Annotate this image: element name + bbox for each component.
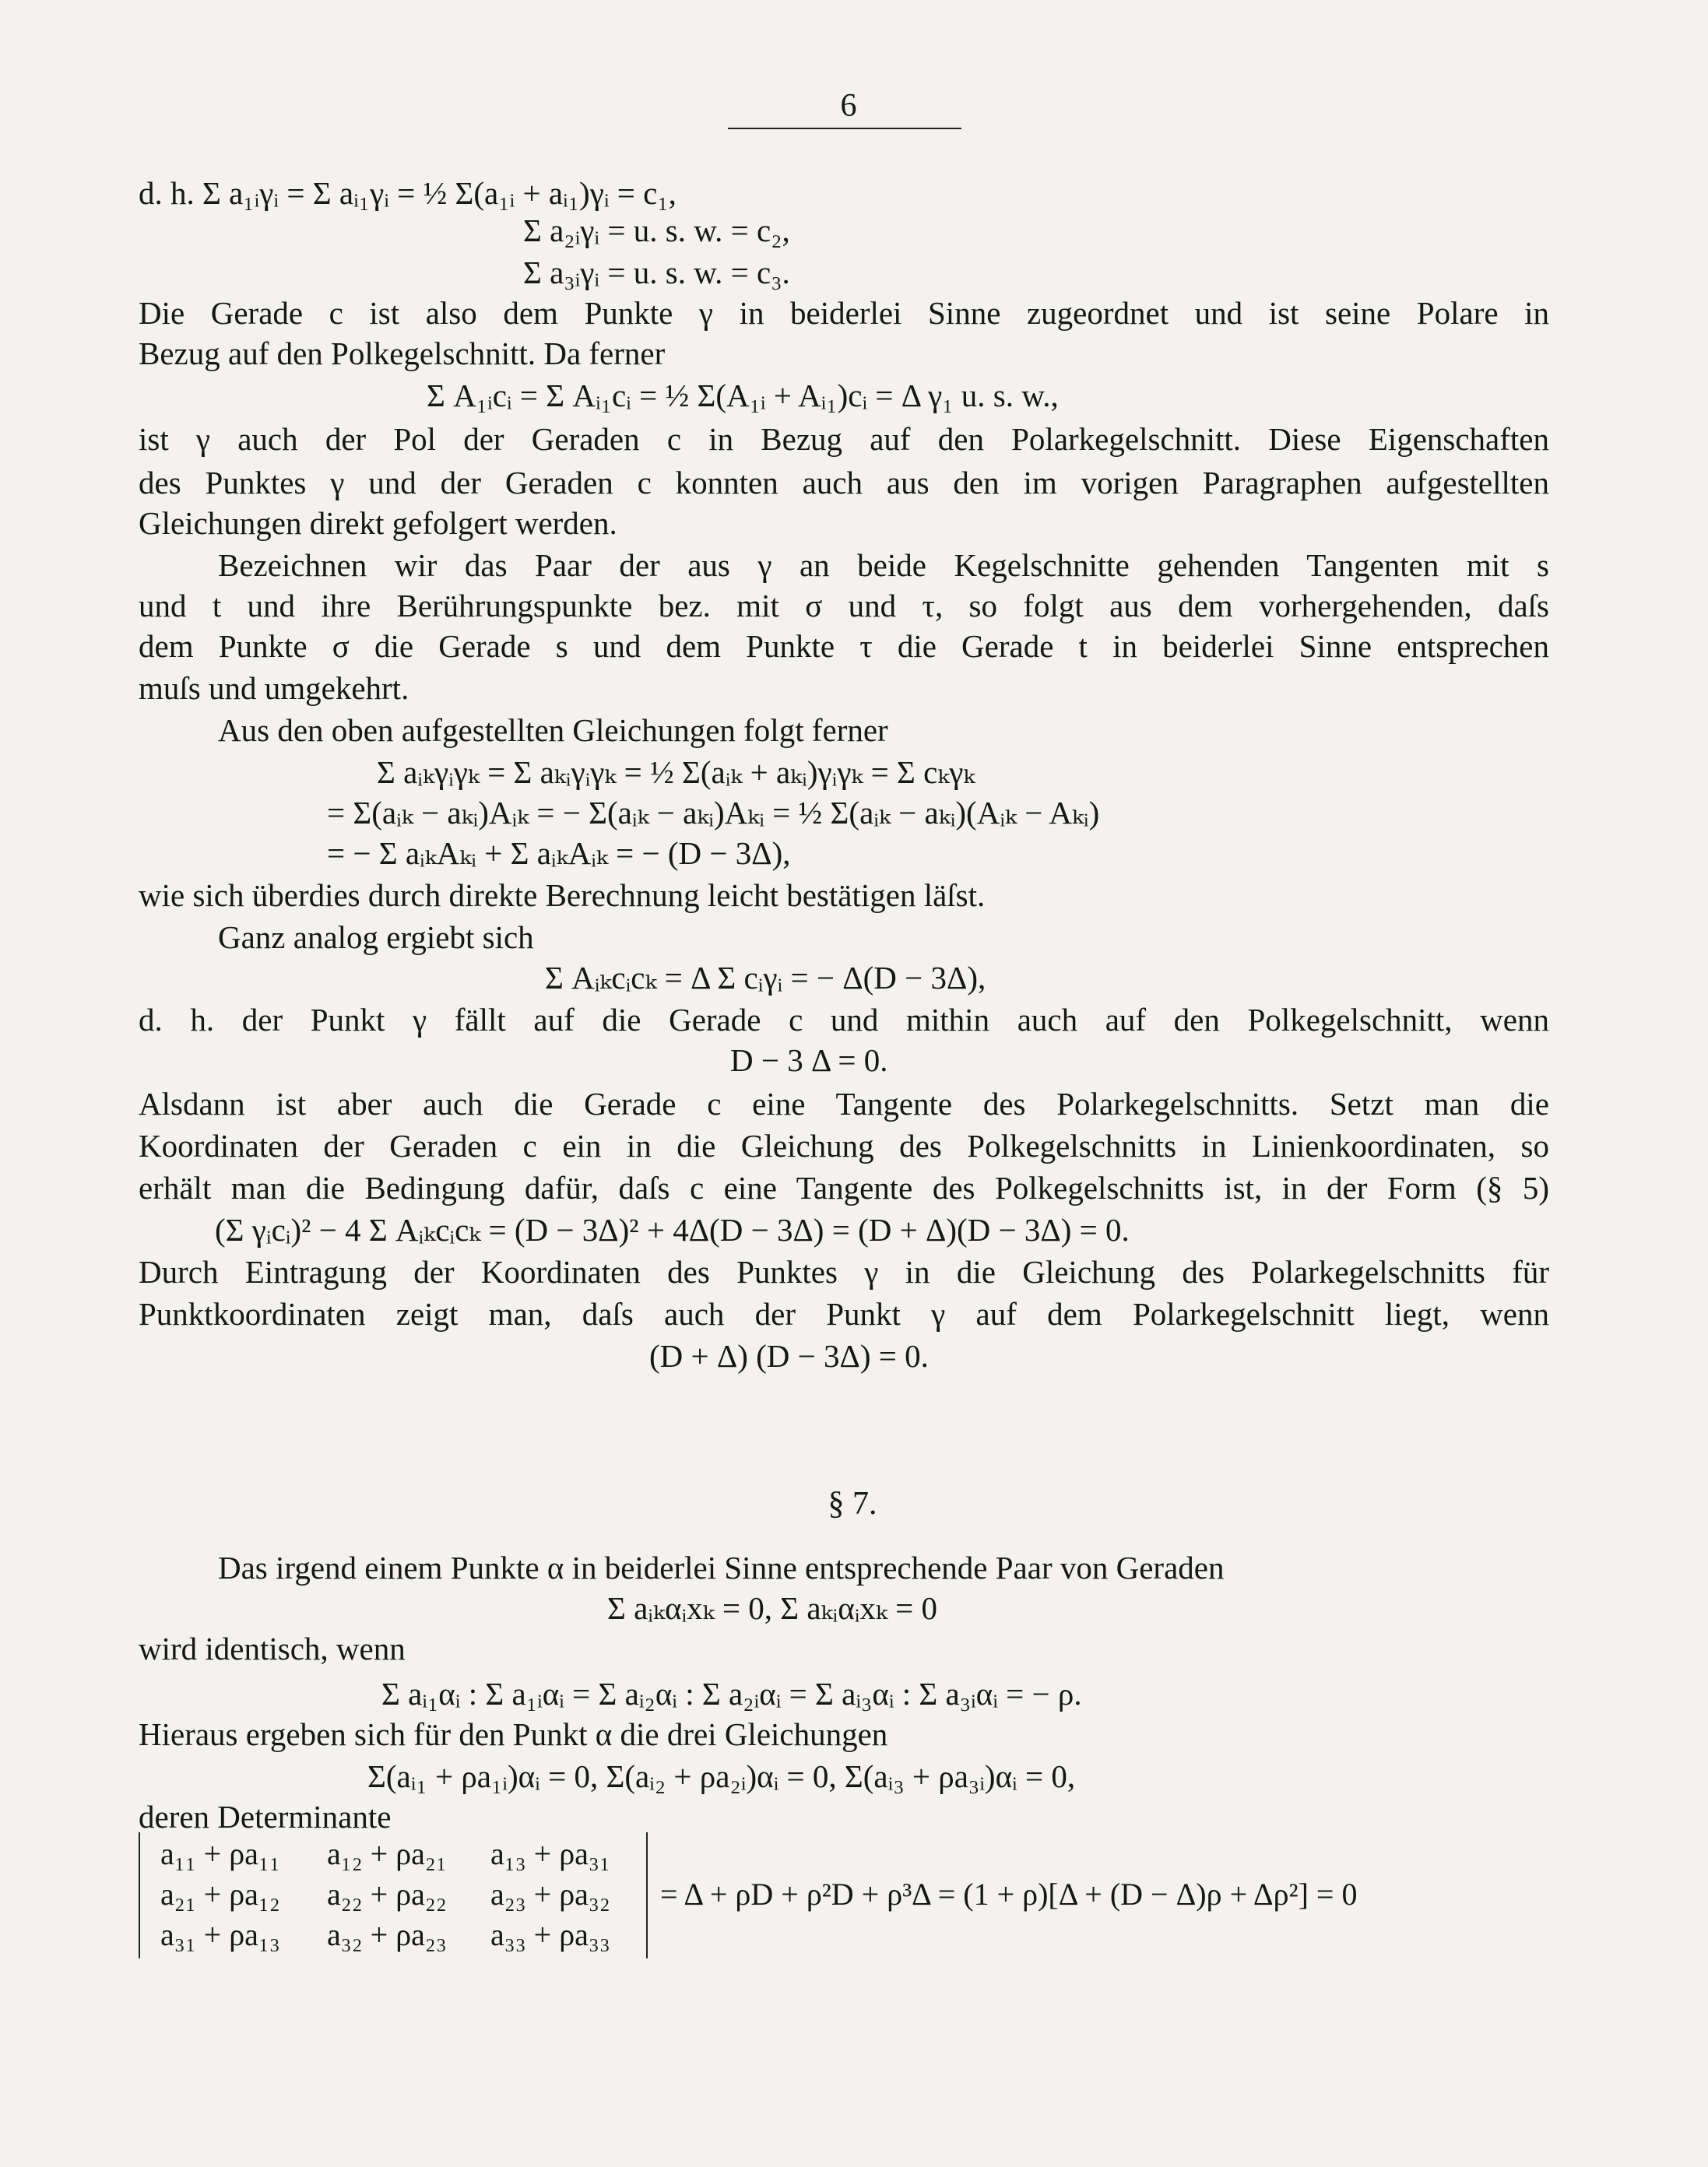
determinant-cell: a₂₁ + ρa₁₂ bbox=[160, 1877, 280, 1912]
determinant-expansion: = Δ + ρD + ρ²D + ρ³Δ = (1 + ρ)[Δ + (D − Δ)ρ + Δρ²] = 0 bbox=[660, 1877, 1358, 1912]
equation-line: Σ aᵢₖαᵢxₖ = 0, Σ aₖᵢαᵢxₖ = 0 bbox=[607, 1590, 937, 1626]
determinant-cell: a₁₃ + ρa₃₁ bbox=[490, 1836, 610, 1871]
text-line: Alsdann ist aber auch die Gerade c eine Tangente des Polarkegelschnitts. Setzt man die bbox=[139, 1086, 1549, 1122]
determinant-cell: a₃₃ + ρa₃₃ bbox=[490, 1917, 610, 1952]
determinant-left-bar bbox=[139, 1832, 140, 1958]
equation-line: = − Σ aᵢₖAₖᵢ + Σ aᵢₖAᵢₖ = − (D − 3Δ), bbox=[327, 835, 791, 871]
text-line: wird identisch, wenn bbox=[139, 1631, 406, 1667]
text-line: Durch Eintragung der Koordinaten des Punktes γ in die Gleichung des Polarkegelschnitts für bbox=[139, 1254, 1549, 1290]
equation-line: (Σ γᵢcᵢ)² − 4 Σ Aᵢₖcᵢcₖ = (D − 3Δ)² + 4Δ(D − 3Δ) = (D + Δ)(D − 3Δ) = 0. bbox=[215, 1212, 1130, 1248]
determinant-cell: a₃₂ + ρa₂₃ bbox=[327, 1917, 447, 1952]
text-line: deren Determinante bbox=[139, 1799, 392, 1835]
equation-line: (D + Δ) (D − 3Δ) = 0. bbox=[649, 1338, 929, 1374]
text-line: Aus den oben aufgestellten Gleichungen folgt ferner bbox=[218, 712, 888, 748]
equation-line: Σ aᵢₖγᵢγₖ = Σ aₖᵢγᵢγₖ = ½ Σ(aᵢₖ + aₖᵢ)γᵢγₖ = Σ cₖγₖ bbox=[377, 754, 975, 790]
text-line: Bezeichnen wir das Paar der aus γ an beide Kegelschnitte gehenden Tangenten mit s bbox=[218, 547, 1549, 583]
equation-line: D − 3 Δ = 0. bbox=[730, 1042, 888, 1078]
equation-line: Σ aᵢ₁αᵢ : Σ a₁ᵢαᵢ = Σ aᵢ₂αᵢ : Σ a₂ᵢαᵢ = Σ aᵢ₃αᵢ : Σ a₃ᵢαᵢ = − ρ. bbox=[381, 1676, 1082, 1712]
header-rule bbox=[728, 128, 961, 129]
equation-line: Σ(aᵢ₁ + ρa₁ᵢ)αᵢ = 0, Σ(aᵢ₂ + ρa₂ᵢ)αᵢ = 0, Σ(aᵢ₃ + ρa₃ᵢ)αᵢ = 0, bbox=[367, 1758, 1076, 1794]
text-line: ist γ auch der Pol der Geraden c in Bezug auf den Polarkegelschnitt. Diese Eigenschaften bbox=[139, 421, 1549, 457]
determinant-cell: a₁₁ + ρa₁₁ bbox=[160, 1836, 280, 1871]
determinant-cell: a₂₂ + ρa₂₂ bbox=[327, 1877, 447, 1912]
determinant-cell: a₃₁ + ρa₁₃ bbox=[160, 1917, 280, 1952]
text-line: Bezug auf den Polkegelschnitt. Da ferner bbox=[139, 335, 666, 371]
text-line: muſs und umgekehrt. bbox=[139, 670, 409, 706]
equation-line: Σ a₂ᵢγᵢ = u. s. w. = c₂, bbox=[523, 212, 790, 248]
determinant-right-bar bbox=[646, 1832, 648, 1958]
text-line: Die Gerade c ist also dem Punkte γ in beiderlei Sinne zugeordnet und ist seine Polare in bbox=[139, 295, 1549, 331]
text-line: wie sich überdies durch direkte Berechnung leicht bestätigen läſst. bbox=[139, 877, 986, 913]
page-number: 6 bbox=[840, 88, 857, 124]
equation-line: Σ a₃ᵢγᵢ = u. s. w. = c₃. bbox=[523, 255, 790, 290]
text-line: des Punktes γ und der Geraden c konnten auch aus den im vorigen Paragraphen aufgestellten bbox=[139, 465, 1549, 500]
equation-line: Σ A₁ᵢcᵢ = Σ Aᵢ₁cᵢ = ½ Σ(A₁ᵢ + Aᵢ₁)cᵢ = Δ γ₁ u. s. w., bbox=[427, 378, 1059, 413]
text-line: Gleichungen direkt gefolgert werden. bbox=[139, 505, 617, 541]
equation-line: d. h. Σ a₁ᵢγᵢ = Σ aᵢ₁γᵢ = ½ Σ(a₁ᵢ + aᵢ₁)γᵢ = c₁, bbox=[139, 175, 677, 211]
text-line: Koordinaten der Geraden c ein in die Gleichung des Polkegelschnitts in Linienkoordinaten, so bbox=[139, 1128, 1549, 1164]
determinant-cell: a₂₃ + ρa₃₂ bbox=[490, 1877, 610, 1912]
text-line: Das irgend einem Punkte α in beiderlei Sinne entsprechende Paar von Geraden bbox=[218, 1550, 1225, 1586]
determinant bbox=[139, 1832, 1549, 1958]
text-line: Punktkoordinaten zeigt man, daſs auch der Punkt γ auf dem Polarkegelschnitt liegt, wenn bbox=[139, 1296, 1549, 1332]
text-line: dem Punkte σ die Gerade s und dem Punkte τ die Gerade t in beiderlei Sinne entsprechen bbox=[139, 628, 1549, 664]
text-line: Hieraus ergeben sich für den Punkt α die drei Gleichungen bbox=[139, 1716, 888, 1752]
section-heading: § 7. bbox=[828, 1486, 877, 1522]
text-line: d. h. der Punkt γ fällt auf die Gerade c und mithin auch auf den Polkegelschnitt, wenn bbox=[139, 1002, 1549, 1038]
equation-line: Σ Aᵢₖcᵢcₖ = Δ Σ cᵢγᵢ = − Δ(D − 3Δ), bbox=[545, 960, 986, 996]
text-line: erhält man die Bedingung dafür, daſs c eine Tangente des Polkegelschnitts ist, in der Form (§ 5) bbox=[139, 1170, 1549, 1206]
text-line: Ganz analog ergiebt sich bbox=[218, 919, 534, 955]
equation-line: = Σ(aᵢₖ − aₖᵢ)Aᵢₖ = − Σ(aᵢₖ − aₖᵢ)Aₖᵢ = ½ Σ(aᵢₖ − aₖᵢ)(Aᵢₖ − Aₖᵢ) bbox=[327, 795, 1100, 831]
text-line: und t und ihre Berührungspunkte bez. mit σ und τ, so folgt aus dem vorhergehenden, daſs bbox=[139, 588, 1549, 623]
determinant-cell: a₁₂ + ρa₂₁ bbox=[327, 1836, 447, 1871]
